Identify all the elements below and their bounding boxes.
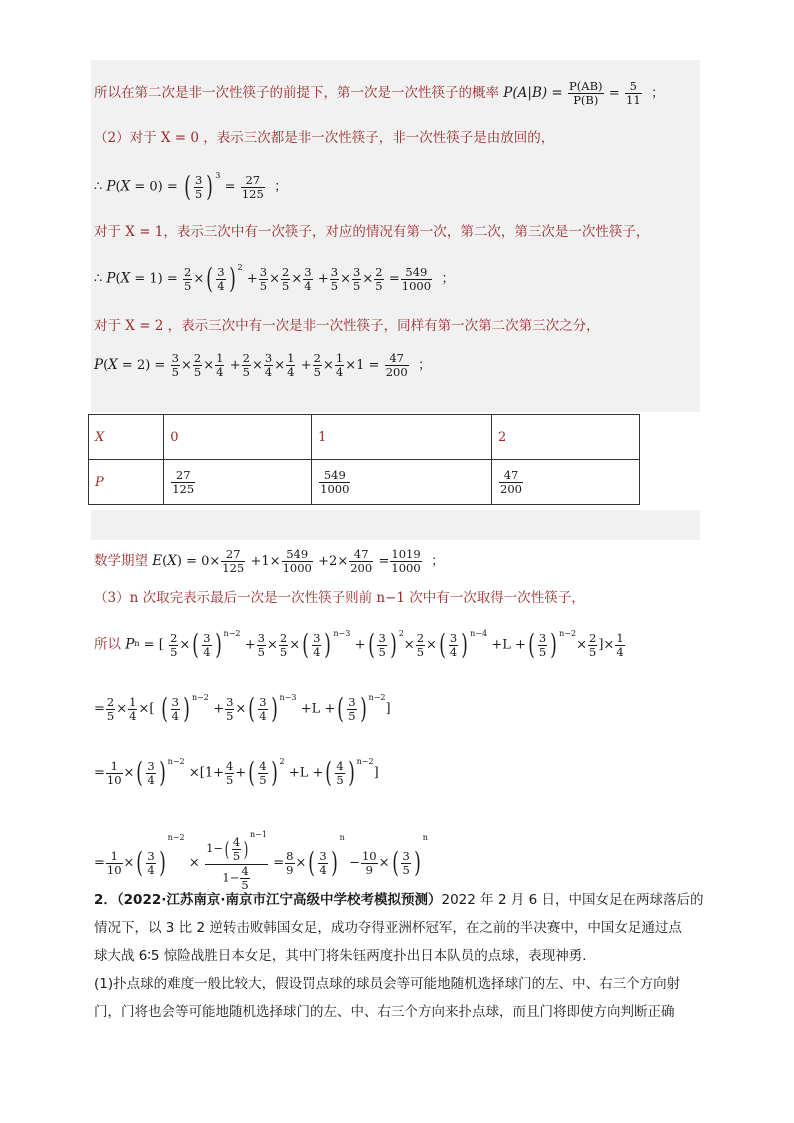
solution-line-1: 所以在第二次是非一次性筷子的前提下，第一次是一次性筷子的概率 P(A|B) = $\frac{P(AB)}{P(B)}$ = $\frac{5}{11}$ ； xyxy=(94,79,665,107)
problem-text-1: 2022 年 2 月 6 日，中国女足在两球落后的 xyxy=(441,892,704,908)
problem-text-5: 门，门将也会等可能地随机选择球门的左、中、右三个方向来扑点球，而且门将即使方向判断正确 xyxy=(94,1004,675,1020)
solution-line-6 xyxy=(94,316,600,336)
table-row xyxy=(89,460,640,505)
part3-line-1: 所以 $P^n$ = [ $\frac{2}{5}$ ×( $\frac{3}{4}$ ) $^{n-2}$ + $\frac{3}{5}$ × $\frac{2}{5}$ ×( $\frac{3}{4}$ ) $^{n-3}$ +( $\frac{3}{5}$ ) $^2$× $\frac{2}{5}$ ×( $\frac{3}{4}$ ) $^{n-4}$ +L +( $\frac{3}{5}$ ) $^{n-2}$× $\frac{2}{5}$ ]× $\frac{1}{4}$ xyxy=(94,628,624,661)
solution-line-7: P(X = 2) = $\frac{3}{5}$ × $\frac{2}{5}$ × $\frac{1}{4}$ + $\frac{2}{5}$ × $\frac{3}{4}$ × $\frac{1}{4}$ + $\frac{2}{5}$ × $\frac{1}{4}$ ×1 = $\frac{47}{200}$ ； xyxy=(94,351,432,379)
line1-text: 所以在第二次是非一次性筷子的前提下，第一次是一次性筷子的概率 xyxy=(94,85,499,101)
part3-line-4: = $\frac{1}{10}$ ×( $\frac{3}{4}$ )$^{n-2}$ × 1−( $\frac{4}{5}$ )$^{n-1}$ 1− $\frac{4}{5}$ = $\frac{8}{9}$ ×( $\frac{3}{4}$ )$^n$ − $\frac{10}{9}$ ×( $\frac{3}{5}$ )$^n$ xyxy=(94,830,428,892)
frac-5-11: $\frac{5}{11}$ xyxy=(626,79,641,107)
frac-1019-1000: $\frac{1019}{1000}$ xyxy=(391,547,421,575)
problem-text-2: 情况下，以 3 比 2 逆转击败韩国女足，成功夺得亚洲杯冠军，在之前的半决赛中，中国女足通过点 xyxy=(94,920,682,936)
problem-number: 2． xyxy=(94,892,117,908)
distribution-table xyxy=(88,414,640,505)
problem-text-3: 球大战 6∶5 惊险战胜日本女足，其中门将朱钰两度扑出日本队员的点球，表现神勇． xyxy=(94,948,596,964)
problem-source: （2022·江苏南京·南京市江宁高级中学校考模拟预测） xyxy=(116,892,442,908)
part3-line-3: = $\frac{1}{10}$ ×( $\frac{3}{4}$ ) $^{n-2}$ ×[1+ $\frac{4}{5}$ +( $\frac{4}{5}$ ) $^2$ +L +( $\frac{4}{5}$ ) $^{n-2}$] xyxy=(94,756,379,789)
line2-text: （2）对于 X = 0 ，表示三次都是非一次性筷子，非一次性筷子是由放回的， xyxy=(94,130,555,146)
frac-27-125: $\frac{27}{125}$ xyxy=(241,172,264,201)
table-cell: $\frac{47}{200}$ xyxy=(492,460,640,505)
expectation-line: 数学期望 E(X) = 0× $\frac{27}{125}$ +1× $\frac{549}{1000}$ +2× $\frac{47}{200}$ = $\frac{1019}{1000}$ ； xyxy=(94,547,445,575)
solution-line-2 xyxy=(94,128,554,148)
table-cell: 2 xyxy=(492,415,640,460)
frac-47-200: $\frac{47}{200}$ xyxy=(385,351,408,379)
table-cell: $\frac{549}{1000}$ xyxy=(312,460,492,505)
frac-549-1000: $\frac{549}{1000}$ xyxy=(401,264,432,293)
part3-l1-prefix: 所以 xyxy=(94,636,121,653)
solution-line-4 xyxy=(94,222,649,242)
frac-pab-pb: $\frac{P(AB)}{P(B)}$ xyxy=(569,79,603,107)
table-row xyxy=(89,415,640,460)
expectation-label: 数学期望 xyxy=(94,553,148,569)
part3-intro xyxy=(94,588,585,608)
solution-line-3: ∴ P(X = 0) = ( $\frac{3}{5}$ ) $^3$ = $\frac{27}{125}$ ； xyxy=(94,170,288,203)
line6-text: 对于 X = 2 ，表示三次中有一次是非一次性筷子，同样有第一次第二次第三次之分， xyxy=(94,318,600,334)
geometric-sum-frac: 1−( $\frac{4}{5}$ )$^{n-1}$ 1− $\frac{4}{5}$ xyxy=(206,830,267,892)
problem-text-4: (1)扑点球的难度一般比较大，假设罚点球的球员会等可能地随机选择球门的左、中、右三个方向射 xyxy=(94,976,681,992)
solution-shade-mid xyxy=(91,510,700,540)
part3-intro-text: （3）n 次取完表示最后一次是一次性筷子则前 n−1 次中有一次取得一次性筷子， xyxy=(94,590,585,606)
table-cell: $\frac{27}{125}$ xyxy=(164,460,312,505)
table-cell: 0 xyxy=(164,415,312,460)
table-cell: 1 xyxy=(312,415,492,460)
solution-line-5: ∴ P(X = 1) = $\frac{2}{5}$ ×( $\frac{3}{4}$ ) $^2$ + $\frac{3}{5}$ × $\frac{2}{5}$ × $\frac{3}{4}$ + $\frac{3}{5}$ × $\frac{3}{5}$ × $\frac{2}{5}$ = $\frac{549}{1000}$ ； xyxy=(94,262,455,295)
table-cell: X xyxy=(89,415,164,460)
conditional-prob-formula: P(A|B) = xyxy=(503,85,563,101)
table-cell: P xyxy=(89,460,164,505)
problem-2 xyxy=(94,886,704,1026)
part3-line-2: = $\frac{2}{5}$ × $\frac{1}{4}$ ×[ ( $\frac{3}{4}$ ) $^{n-2}$ + $\frac{3}{5}$ ×( $\frac{3}{4}$ ) $^{n-3}$ +L +( $\frac{3}{5}$ ) $^{n-2}$] xyxy=(94,692,391,725)
line4-text: 对于 X = 1，表示三次中有一次筷子，对应的情况有第一次，第二次，第三次是一次性筷子， xyxy=(94,224,650,240)
